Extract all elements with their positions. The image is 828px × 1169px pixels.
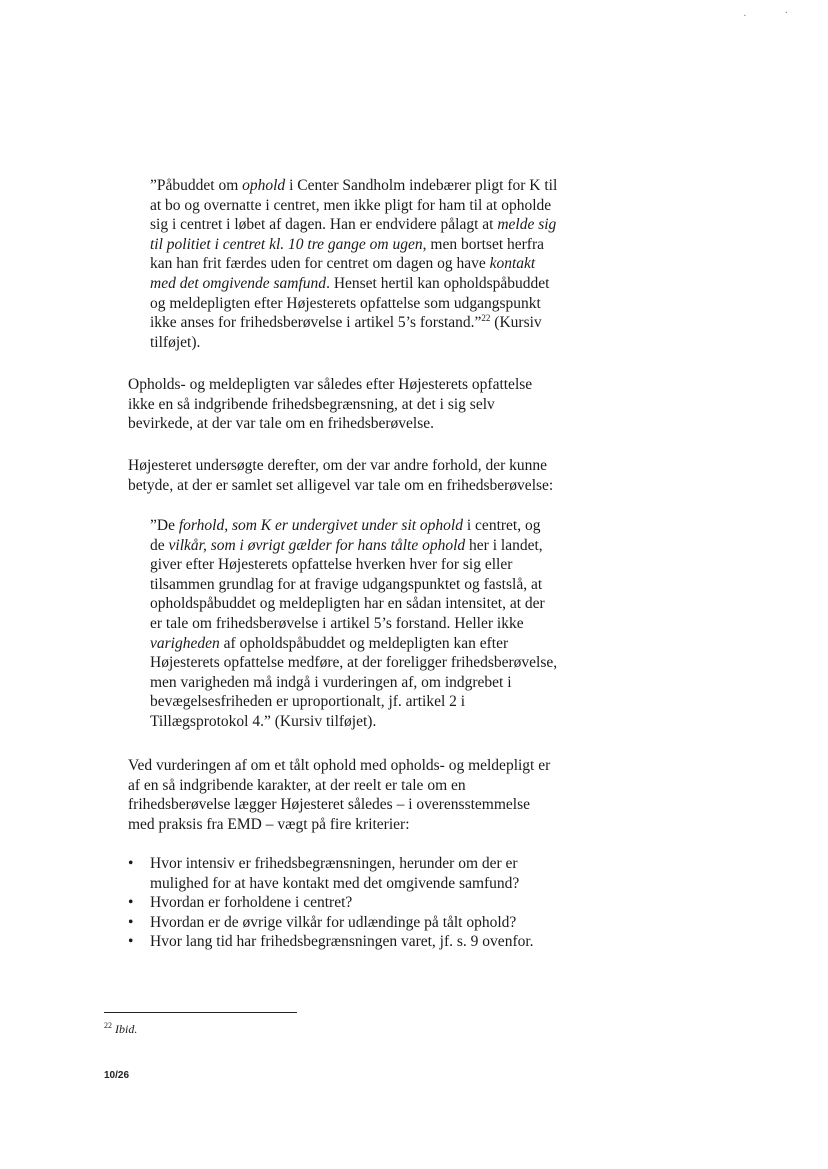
quote2-line-7: varigheden af opholdspåbuddet og meldepligten kan efter	[150, 634, 509, 652]
list-item	[128, 893, 588, 913]
paragraph-3	[128, 756, 578, 834]
quote2-line-2: de vilkår, som i øvrigt gælder for hans tålte ophold her i landet,	[150, 536, 543, 554]
para1-line-2: ikke en så indgribende frihedsbegrænsning, at det i sig selv	[128, 395, 495, 413]
quote1-line-6: med det omgivende samfund. Henset hertil kan opholdspåbuddet	[150, 274, 550, 292]
para2-line-1: Højesteret undersøgte derefter, om der var andre forhold, der kunne	[128, 457, 547, 474]
quote1-line-3: sig i centret i løbet af dagen. Han er endvidere pålagt at melde sig	[150, 216, 557, 234]
para3-line-3: frihedsberøvelse lægger Højesteret således – i overensstemmelse	[128, 796, 531, 814]
quote1-line-9: tilføjet).	[150, 333, 201, 351]
quote1-line-1: ”Påbuddet om ophold i Center Sandholm indebærer pligt for K til	[150, 177, 558, 194]
list-item	[128, 932, 588, 952]
quote1-line-8: ikke anses for frihedsberøvelse i artikel 5’s forstand.”$^{22}$ (Kursiv	[150, 313, 542, 332]
para3-line-4: med praksis fra EMD – vægt på fire kriterier:	[128, 815, 410, 833]
quote1-line-4: til politiet i centret kl. 10 tre gange om ugen, men bortset herfra	[150, 235, 545, 253]
quote2-line-4: tilsammen grundlag for at fravige udgangspunktet og fastslå, at	[150, 575, 543, 593]
list-item	[128, 913, 588, 933]
footnote-22	[104, 1018, 137, 1037]
paragraph-1	[128, 375, 578, 434]
quote2-line-10: bevægelsesfriheden er uproportionalt, jf. artikel 2 i	[150, 693, 466, 711]
bullet-icon: •	[128, 894, 134, 912]
list-item-line: Hvordan er de øvrige vilkår for udlændinge på tålt ophold?	[150, 913, 517, 931]
list-item-line: mulighed for at have kontakt med det omgivende samfund?	[150, 874, 520, 892]
para3-line-1: Ved vurderingen af om et tålt ophold med opholds- og meldepligt er	[128, 757, 551, 774]
para1-line-1: Opholds- og meldepligten var således efter Højesterets opfattelse	[128, 376, 533, 393]
quote1-line-7: og meldepligten efter Højesterets opfattelse som udgangspunkt	[150, 294, 541, 312]
para2-line-2: betyde, at der er samlet set alligevel var tale om en frihedsberøvelse:	[128, 476, 554, 494]
quote2-line-3: giver efter Højesterets opfattelse hverken hver for sig eller	[150, 556, 513, 574]
bullet-icon: •	[128, 855, 134, 872]
list-item	[128, 854, 588, 893]
quote2-line-11: Tillægsprotokol 4.” (Kursiv tilføjet).	[150, 712, 377, 730]
para1-line-3: bevirkede, at der var tale om en frihedsberøvelse.	[128, 415, 434, 433]
quote2-line-9: men varigheden må indgå i vurderingen af, om indgrebet i	[150, 673, 512, 691]
list-item-line: Hvor intensiv er frihedsbegrænsningen, herunder om der er	[150, 855, 518, 872]
list-item-line: Hvordan er forholdene i centret?	[150, 894, 353, 912]
scan-marks: . ·	[743, 8, 806, 19]
quote2-line-5: opholdspåbuddet og meldepligten har en sådan intensitet, at der	[150, 595, 545, 613]
footnote-ref-22[interactable]: 22	[481, 313, 491, 323]
footnote-text: Ibid.	[115, 1022, 138, 1036]
bullet-icon: •	[128, 933, 134, 951]
quote1-line-2: at bo og overnatte i centret, men ikke pligt for ham til at opholde	[150, 196, 552, 214]
page-number: 10/26	[104, 1070, 130, 1081]
paragraph-2	[128, 456, 578, 495]
quote2-line-1: ”De forhold, som K er undergivet under sit ophold i centret, og	[150, 517, 541, 534]
quote1-line-5: kan han frit færdes uden for centret om dagen og have kontakt	[150, 255, 536, 273]
list-item-line: Hvor lang tid har frihedsbegrænsningen varet, jf. s. 9 ovenfor.	[150, 933, 534, 951]
criteria-list	[128, 854, 588, 952]
footnote-number: 22	[104, 1021, 112, 1030]
block-quote-1	[150, 176, 580, 352]
para3-line-2: af en så indgribende karakter, at der reelt er tale om en	[128, 776, 466, 794]
quote2-line-6: er tale om frihedsberøvelse i artikel 5’s forstand. Heller ikke	[150, 614, 524, 632]
block-quote-2	[150, 516, 580, 732]
footnote-divider	[104, 1012, 297, 1013]
quote2-line-8: Højesterets opfattelse medføre, at der foreligger frihedsberøvelse,	[150, 654, 558, 672]
bullet-icon: •	[128, 913, 134, 931]
